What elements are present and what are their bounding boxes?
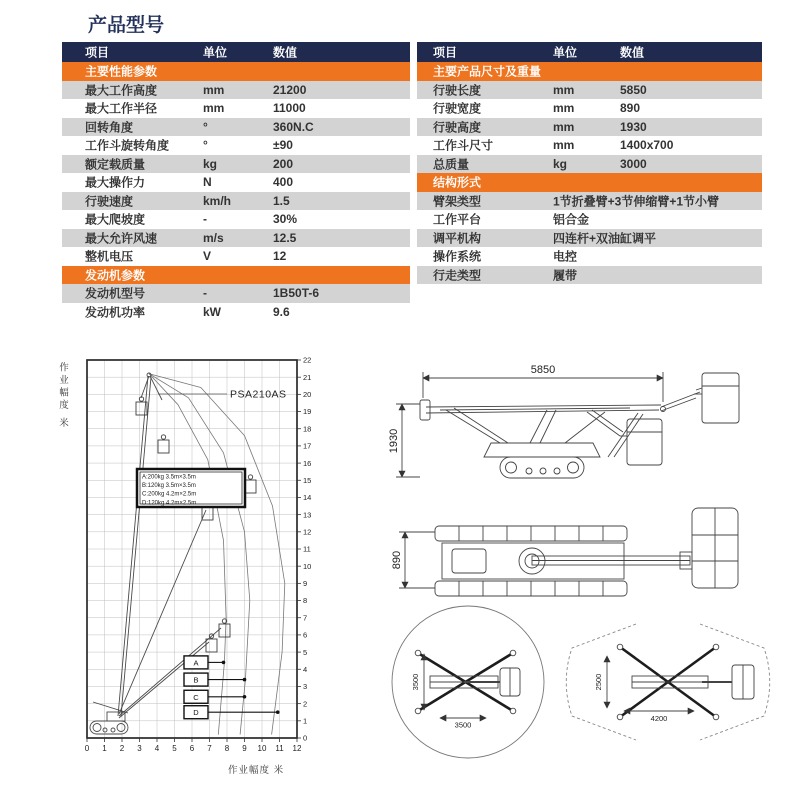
column-header: 单位 [553, 45, 578, 60]
turning-narrow-depth-dim: 3500 [411, 673, 420, 691]
spec-unit: kW [203, 304, 221, 319]
spec-item: 总质量 [433, 157, 470, 172]
x-tick-label: 9 [242, 744, 247, 753]
table-row [62, 118, 410, 137]
table-row [417, 81, 762, 100]
turning-wide-width-dim: 4200 [650, 714, 668, 723]
y-tick-label: 1 [303, 716, 308, 726]
working-envelope-chart [30, 350, 330, 803]
spec-value: 9.6 [273, 304, 290, 319]
spec-unit: m/s [203, 230, 224, 245]
side-view-height-dim: 1930 [388, 428, 400, 454]
performance-spec-table [62, 42, 410, 321]
table-row [417, 266, 762, 285]
spec-value: 履带 [553, 268, 578, 283]
spec-item: 最大操作力 [85, 175, 146, 190]
table-row [62, 136, 410, 155]
y-tick-label: 12 [303, 527, 312, 537]
outer-envelope [149, 374, 285, 735]
legend-entry: A:200kg 3.5m×3.5m [142, 474, 196, 481]
spec-unit: kg [203, 156, 218, 171]
y-tick-label: 10 [303, 561, 312, 571]
spec-unit: - [203, 212, 207, 227]
spec-value: 890 [620, 101, 641, 116]
y-tick-label: 11 [303, 544, 311, 554]
spec-item: 行驶宽度 [433, 101, 482, 116]
legend-entry: D:120kg 4.2m×2.5m [142, 500, 197, 507]
spec-unit: N [203, 175, 212, 190]
table-row [417, 155, 762, 174]
table-row [62, 155, 410, 174]
y-tick-label: 14 [303, 493, 312, 503]
table-row [62, 99, 410, 118]
x-tick-label: 4 [154, 744, 160, 753]
spec-item: 行驶长度 [433, 83, 482, 98]
table-row [417, 210, 762, 229]
chart-x-axis-label: 作业幅度 米 [228, 765, 285, 776]
spec-unit: mm [553, 119, 575, 134]
x-tick-label: 8 [224, 744, 230, 753]
section-label: 结构形式 [433, 175, 482, 190]
spec-value: 电控 [553, 249, 578, 264]
section-header-row [417, 173, 762, 192]
y-tick-label: 16 [303, 458, 312, 468]
x-tick-label: 12 [292, 744, 302, 753]
y-tick-label: 3 [303, 682, 308, 692]
spec-item: 发动机型号 [85, 286, 146, 301]
spec-item: 额定载质量 [85, 157, 146, 172]
spec-item: 工作平台 [433, 212, 482, 227]
section-header-row [62, 62, 410, 81]
spec-unit: mm [203, 101, 225, 116]
column-header: 单位 [203, 45, 228, 60]
side-view-drawing [396, 372, 739, 478]
table-row [62, 229, 410, 248]
spec-item: 行走类型 [433, 268, 482, 283]
spec-item: 行驶高度 [433, 120, 482, 135]
load-chart-legend [137, 469, 245, 507]
y-tick-label: 4 [303, 664, 308, 674]
y-tick-label: 22 [303, 355, 312, 365]
spec-unit: kg [553, 156, 568, 171]
spec-value: 四连杆+双油缸调平 [553, 231, 657, 246]
spec-value: 11000 [273, 101, 306, 116]
spec-value: 360N.C [273, 119, 314, 134]
spec-item: 最大爬坡度 [85, 212, 146, 227]
legend-entry: B:120kg 3.5m×3.5m [142, 483, 196, 490]
work-basket-icons [136, 397, 256, 652]
spec-value: 30% [273, 212, 298, 227]
x-tick-label: 7 [207, 744, 212, 753]
envelope-curves [149, 374, 285, 735]
section-header-row [62, 266, 410, 285]
turning-wide-depth-dim: 2500 [594, 673, 603, 691]
spec-unit: mm [553, 138, 575, 153]
top-view-drawing [399, 508, 738, 596]
table-row [62, 284, 410, 303]
spec-item: 工作斗尺寸 [433, 138, 494, 153]
callout-end-dot [243, 678, 247, 682]
y-tick-label: 0 [303, 733, 308, 743]
spec-unit: mm [203, 82, 225, 97]
column-header: 项目 [433, 45, 458, 60]
legend-entry: C:200kg 4.2m×2.5m [142, 491, 197, 498]
x-tick-label: 11 [275, 744, 284, 753]
spec-unit: ° [203, 138, 208, 153]
x-tick-label: 3 [137, 744, 142, 753]
y-tick-label: 8 [303, 596, 308, 606]
table-header-row [417, 42, 762, 62]
callout-end-dot [222, 661, 226, 665]
x-tick-label: 1 [102, 744, 107, 753]
section-header-row [417, 62, 762, 81]
y-tick-label: 5 [303, 647, 308, 657]
section-label: 主要产品尺寸及重量 [433, 64, 542, 79]
spec-value: 12.5 [273, 230, 297, 245]
chart-y-axis-label: 作业幅度 米 [57, 362, 68, 431]
spec-value: 铝合金 [553, 212, 590, 227]
spec-item: 最大允许风速 [85, 231, 158, 246]
spec-value: 1.5 [273, 193, 290, 208]
y-tick-label: 6 [303, 630, 308, 640]
y-tick-label: 9 [303, 579, 308, 589]
y-tick-label: 20 [303, 390, 312, 400]
spec-item: 操作系统 [433, 249, 482, 264]
table-row [62, 81, 410, 100]
section-label: 发动机参数 [85, 268, 146, 283]
callout-end-dot [276, 710, 280, 714]
table-row [62, 173, 410, 192]
spec-value: 1400x700 [620, 138, 674, 153]
y-tick-label: 2 [303, 699, 308, 709]
table-row [417, 136, 762, 155]
model-label: PSA210AS [230, 388, 287, 401]
spec-value: 200 [273, 156, 294, 171]
x-tick-label: 6 [189, 744, 195, 753]
spec-unit: mm [553, 101, 575, 116]
table-header-row [62, 42, 410, 62]
spec-unit: mm [553, 82, 575, 97]
x-tick-label: 10 [257, 744, 267, 753]
spec-item: 最大工作高度 [85, 83, 158, 98]
y-tick-label: 15 [303, 475, 312, 485]
spec-item: 臂架类型 [433, 194, 482, 209]
table-row [62, 210, 410, 229]
spec-value: 12 [273, 249, 287, 264]
spec-item: 最大工作半径 [85, 101, 158, 116]
y-tick-label: 21 [303, 372, 312, 382]
table-row [417, 229, 762, 248]
table-row [417, 118, 762, 137]
config-callouts [184, 656, 280, 719]
table-row [62, 303, 410, 322]
spec-unit: - [203, 286, 207, 301]
top-view-width-dim: 890 [391, 550, 403, 570]
spec-item: 整机电压 [85, 249, 134, 264]
callout-end-dot [243, 695, 247, 699]
callout-label: D [193, 708, 199, 718]
spec-item: 工作斗旋转角度 [85, 138, 170, 153]
spec-value: 1B50T-6 [273, 286, 320, 301]
spec-item: 行驶速度 [85, 194, 134, 209]
y-tick-label: 18 [303, 424, 312, 434]
spec-value: 21200 [273, 82, 307, 97]
spec-value: 400 [273, 175, 294, 190]
spec-value: 5850 [620, 82, 647, 97]
spec-value: 1节折叠臂+3节伸缩臂+1节小臂 [553, 194, 720, 209]
column-header: 项目 [85, 45, 110, 60]
spec-unit: km/h [203, 193, 232, 208]
spec-item: 调平机构 [433, 231, 482, 246]
x-tick-label: 2 [119, 744, 125, 753]
x-tick-label: 0 [84, 744, 90, 753]
side-view-length-dim: 5850 [530, 364, 556, 376]
spec-item: 发动机功率 [85, 305, 146, 320]
dimension-drawings [380, 350, 800, 803]
spec-value: 3000 [620, 156, 647, 171]
turning-narrow-width-dim: 3500 [454, 720, 472, 730]
table-row [62, 192, 410, 211]
spec-value: ±90 [273, 138, 293, 153]
table-row [417, 247, 762, 266]
callout-label: A [193, 658, 199, 668]
spec-unit: V [203, 249, 212, 264]
spec-unit: ° [203, 119, 208, 134]
spec-item: 回转角度 [85, 120, 134, 135]
y-tick-label: 17 [303, 441, 312, 451]
table-row [417, 192, 762, 211]
column-header: 数值 [273, 45, 298, 60]
section-label: 主要性能参数 [85, 64, 158, 79]
table-row [62, 247, 410, 266]
y-tick-label: 7 [303, 613, 308, 623]
column-header: 数值 [620, 45, 645, 60]
page-title: 产品型号 [88, 15, 165, 36]
y-tick-label: 19 [303, 407, 312, 417]
y-tick-label: 13 [303, 510, 312, 520]
callout-label: C [193, 692, 199, 702]
spec-value: 1930 [620, 119, 647, 134]
callout-label: B [193, 675, 199, 685]
dimensions-spec-table [417, 42, 762, 284]
table-row [417, 99, 762, 118]
x-tick-label: 5 [172, 744, 177, 753]
